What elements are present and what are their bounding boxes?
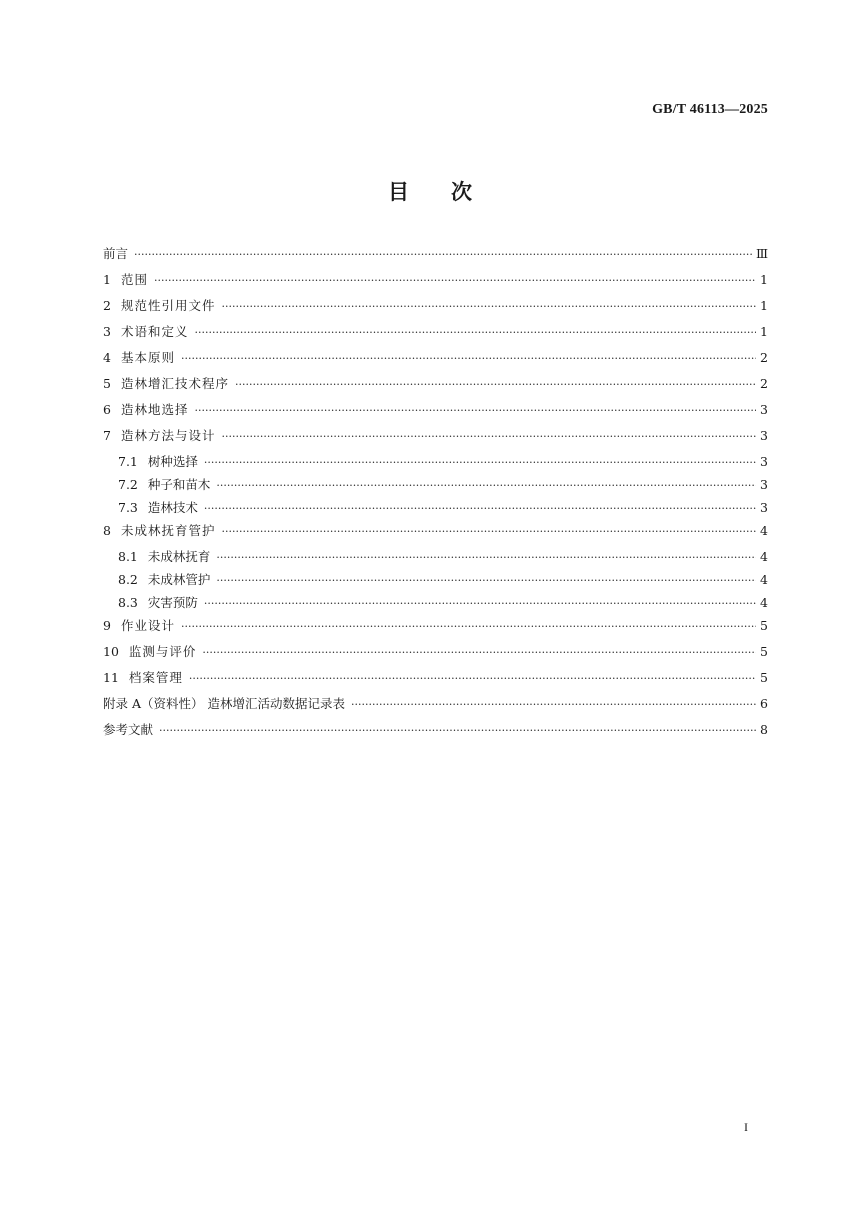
toc-entry-page: Ⅲ [755, 246, 768, 261]
toc-entry-page: 3 [760, 402, 768, 417]
toc-title: 目次 [388, 180, 514, 204]
toc-entry-page: 3 [760, 454, 768, 469]
dot-leader [216, 479, 756, 492]
dot-leader [204, 456, 756, 469]
toc-entry[interactable] [103, 616, 768, 642]
dot-leader [181, 620, 756, 633]
page-number: I [744, 1120, 748, 1134]
toc-entry[interactable] [103, 498, 768, 521]
toc-entry-number: 7.3 [118, 500, 138, 515]
toc-entry[interactable] [103, 452, 768, 475]
toc-entry-title: 作业设计 [120, 618, 175, 633]
toc-entry[interactable] [103, 374, 768, 400]
toc-entry-title: 造林方法与设计 [120, 428, 216, 443]
toc-entry-page: 3 [760, 500, 768, 515]
toc-entry[interactable] [103, 720, 768, 746]
toc-entry[interactable] [103, 593, 768, 616]
toc-entry[interactable] [103, 322, 768, 348]
toc-entry-number: 6 [103, 402, 111, 417]
toc-entry-title: 种子和苗木 [147, 477, 211, 492]
dot-leader [202, 646, 756, 659]
toc-entry-number: 5 [103, 376, 111, 391]
toc-entry[interactable] [103, 296, 768, 322]
toc-entry[interactable] [103, 570, 768, 593]
toc-entry-title: 参考文献 [103, 722, 154, 737]
toc-entry-number: 8.1 [118, 549, 138, 564]
toc-entry-title: 造林增汇技术程序 [120, 376, 229, 391]
toc-entry-title: 档案管理 [128, 670, 183, 685]
toc-entry-number: 10 [103, 644, 119, 659]
toc-entry[interactable] [103, 642, 768, 668]
toc-entry-number: 1 [103, 272, 111, 287]
toc-entry[interactable] [103, 547, 768, 570]
toc-entry-number: 8.2 [118, 572, 138, 587]
dot-leader [351, 698, 756, 711]
toc-entry-title: 附录 A（资料性） 造林增汇活动数据记录表 [103, 696, 345, 711]
dot-leader [154, 274, 756, 287]
toc-entry[interactable] [103, 400, 768, 426]
toc-entry-title: 前言 [103, 246, 129, 261]
dot-leader [159, 724, 756, 737]
toc-entry-number: 7 [103, 428, 111, 443]
toc-entry-page: 1 [760, 324, 768, 339]
toc-entry-title: 造林地选择 [120, 402, 189, 417]
dot-leader [235, 378, 756, 391]
toc-entry-page: 3 [760, 477, 768, 492]
dot-leader [221, 525, 756, 538]
toc-entry-title: 监测与评价 [128, 644, 197, 659]
toc-entry-page: 2 [760, 376, 768, 391]
dot-leader [194, 404, 756, 417]
toc-entry-number: 9 [103, 618, 111, 633]
dot-leader [204, 502, 756, 515]
toc-entry-number: 8 [103, 523, 111, 538]
dot-leader [194, 326, 756, 339]
toc-entry[interactable] [103, 475, 768, 498]
toc-entry-page: 8 [760, 722, 768, 737]
dot-leader [216, 574, 756, 587]
toc-entry-page: 4 [760, 523, 768, 538]
toc-entry-page: 4 [760, 595, 768, 610]
toc-entry[interactable] [103, 348, 768, 374]
toc-entry-number: 11 [103, 670, 119, 685]
toc-entry-number: 4 [103, 350, 111, 365]
standard-number: GB/T 46113—2025 [652, 102, 768, 117]
toc-entry-number: 7.2 [118, 477, 138, 492]
dot-leader [134, 248, 752, 261]
toc-entry-title: 树种选择 [147, 454, 198, 469]
toc-entry-title: 未成林抚育 [147, 549, 211, 564]
toc-entry-number: 8.3 [118, 595, 138, 610]
toc-entry[interactable] [103, 521, 768, 547]
toc-entry-page: 4 [760, 572, 768, 587]
toc-entry-page: 1 [760, 298, 768, 313]
toc-entry[interactable] [103, 270, 768, 296]
toc-entry-number: 7.1 [118, 454, 138, 469]
table-of-contents [103, 244, 768, 746]
toc-entry-title: 灾害预防 [147, 595, 198, 610]
toc-entry[interactable] [103, 694, 768, 720]
dot-leader [189, 672, 756, 685]
toc-entry-number: 3 [103, 324, 111, 339]
toc-entry-title: 基本原则 [120, 350, 175, 365]
toc-entry-page: 4 [760, 549, 768, 564]
dot-leader [204, 597, 756, 610]
toc-entry[interactable] [103, 244, 768, 270]
dot-leader [221, 430, 756, 443]
toc-entry-page: 3 [760, 428, 768, 443]
dot-leader [221, 300, 756, 313]
toc-entry-title: 未成林管护 [147, 572, 211, 587]
toc-entry-page: 5 [760, 644, 768, 659]
toc-entry-page: 1 [760, 272, 768, 287]
toc-entry-title: 造林技术 [147, 500, 198, 515]
toc-entry-number: 2 [103, 298, 111, 313]
toc-entry-title: 范围 [120, 272, 148, 287]
toc-entry-page: 2 [760, 350, 768, 365]
dot-leader [181, 352, 756, 365]
toc-entry-title: 术语和定义 [120, 324, 189, 339]
toc-entry[interactable] [103, 426, 768, 452]
toc-entry-page: 6 [760, 696, 768, 711]
toc-entry-page: 5 [760, 618, 768, 633]
toc-entry-page: 5 [760, 670, 768, 685]
toc-entry[interactable] [103, 668, 768, 694]
toc-entry-title: 未成林抚育管护 [120, 523, 216, 538]
toc-entry-title: 规范性引用文件 [120, 298, 216, 313]
dot-leader [216, 551, 756, 564]
